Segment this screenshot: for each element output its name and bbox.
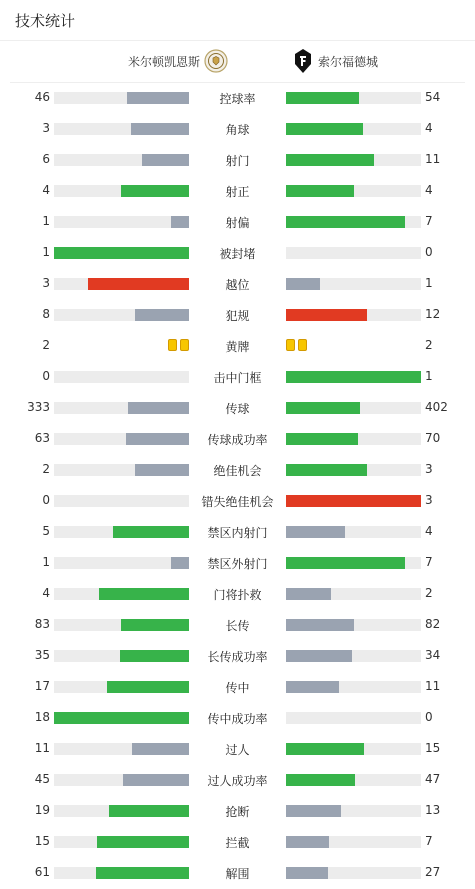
home-bar-track <box>54 867 189 879</box>
away-bar-fill <box>286 309 367 321</box>
away-value: 54 <box>425 90 441 104</box>
home-bar-fill <box>54 247 189 259</box>
home-bar-track <box>54 557 189 569</box>
stat-row <box>0 362 475 393</box>
away-bar-track <box>286 278 421 290</box>
home-bar-fill <box>131 123 189 135</box>
home-bar-track <box>54 92 189 104</box>
away-bar-fill <box>286 526 345 538</box>
stat-row <box>0 579 475 610</box>
stat-label: 传球成功率 <box>207 433 268 447</box>
stat-label: 被封堵 <box>219 247 256 261</box>
away-value: 3 <box>425 462 433 476</box>
away-value: 15 <box>425 741 441 755</box>
away-value: 0 <box>425 245 433 259</box>
away-bar-track <box>286 433 421 445</box>
stat-label: 门将扑救 <box>213 588 262 602</box>
stat-label: 传中成功率 <box>207 712 268 726</box>
home-value: 1 <box>42 555 50 569</box>
away-bar-track <box>286 743 421 755</box>
home-bar-track <box>54 836 189 848</box>
away-bar-track <box>286 185 421 197</box>
home-bar-track <box>54 464 189 476</box>
stat-row <box>0 796 475 827</box>
away-bar-fill <box>286 836 329 848</box>
home-value: 333 <box>27 400 50 414</box>
stat-row <box>0 517 475 548</box>
away-value: 1 <box>425 369 433 383</box>
stat-label: 长传 <box>225 619 250 633</box>
home-value: 2 <box>42 338 50 352</box>
stat-row <box>0 300 475 331</box>
away-bar-track <box>286 650 421 662</box>
away-bar-fill <box>286 216 405 228</box>
home-bar-fill <box>135 309 189 321</box>
away-bar-track <box>286 402 421 414</box>
away-bar-fill <box>286 371 421 383</box>
stat-label: 过人成功率 <box>207 774 268 788</box>
home-bar-fill <box>99 588 189 600</box>
stat-label: 长传成功率 <box>207 650 268 664</box>
stat-label: 错失绝佳机会 <box>201 495 274 509</box>
away-value: 0 <box>425 710 433 724</box>
away-bar-fill <box>286 557 405 569</box>
away-value: 402 <box>425 400 448 414</box>
home-value: 2 <box>42 462 50 476</box>
stat-label: 击中门框 <box>213 371 262 385</box>
home-value: 0 <box>42 493 50 507</box>
stat-row <box>0 238 475 269</box>
home-value: 15 <box>34 834 50 848</box>
away-bar-fill <box>286 123 363 135</box>
page-title: 技术统计 <box>15 12 76 30</box>
away-value: 4 <box>425 524 433 538</box>
home-bar-fill <box>121 619 189 631</box>
stat-row <box>0 641 475 672</box>
away-bar-track <box>286 495 421 507</box>
home-bar-fill <box>109 805 189 817</box>
home-value: 63 <box>34 431 50 445</box>
away-bar-fill <box>286 154 374 166</box>
stat-row <box>0 424 475 455</box>
home-bar-track <box>54 650 189 662</box>
away-value: 11 <box>425 679 441 693</box>
away-bar-fill <box>286 588 331 600</box>
away-bar-track <box>286 557 421 569</box>
home-value: 61 <box>34 865 50 879</box>
home-team[interactable] <box>128 49 228 73</box>
home-bar-fill <box>171 216 189 228</box>
home-value: 11 <box>34 741 50 755</box>
stat-label: 过人 <box>225 743 250 757</box>
stat-row <box>0 269 475 300</box>
away-team-crest-icon <box>294 48 312 74</box>
teams-bar <box>10 41 465 83</box>
away-bar-fill <box>286 495 421 507</box>
away-bar-track <box>286 154 421 166</box>
away-value: 12 <box>425 307 441 321</box>
away-bar-fill <box>286 92 359 104</box>
home-bar-track <box>54 619 189 631</box>
away-bar-track <box>286 92 421 104</box>
stat-label: 黄牌 <box>225 340 250 354</box>
stats-list <box>0 83 475 889</box>
home-bar-fill <box>113 526 189 538</box>
home-value: 83 <box>34 617 50 631</box>
stat-label: 传球 <box>225 402 250 416</box>
home-bar-fill <box>123 774 189 786</box>
away-bar-fill <box>286 433 358 445</box>
stat-row <box>0 393 475 424</box>
away-yellow-cards <box>286 339 307 351</box>
away-value: 34 <box>425 648 441 662</box>
home-bar-fill <box>171 557 189 569</box>
away-bar-track <box>286 216 421 228</box>
away-value: 82 <box>425 617 441 631</box>
away-bar-track <box>286 247 421 259</box>
stat-label: 控球率 <box>219 92 256 106</box>
yellow-card-icon <box>180 339 189 351</box>
away-bar-fill <box>286 185 354 197</box>
away-bar-fill <box>286 650 352 662</box>
away-bar-fill <box>286 464 367 476</box>
stat-row <box>0 734 475 765</box>
home-value: 18 <box>34 710 50 724</box>
home-bar-fill <box>88 278 189 290</box>
home-bar-track <box>54 216 189 228</box>
home-bar-fill <box>132 743 189 755</box>
home-bar-track <box>54 743 189 755</box>
stat-label: 越位 <box>225 278 250 292</box>
stat-row <box>0 331 475 362</box>
home-bar-track <box>54 588 189 600</box>
stat-row <box>0 672 475 703</box>
stat-row <box>0 858 475 889</box>
away-team-name: 索尔福德城 <box>318 54 379 69</box>
home-bar-track <box>54 371 189 383</box>
stat-label: 禁区外射门 <box>207 557 268 571</box>
home-value: 3 <box>42 121 50 135</box>
stat-row <box>0 765 475 796</box>
home-value: 4 <box>42 183 50 197</box>
stat-row <box>0 486 475 517</box>
stat-label: 抢断 <box>225 805 250 819</box>
away-value: 7 <box>425 214 433 228</box>
header <box>0 0 475 41</box>
stat-label: 传中 <box>225 681 250 695</box>
stat-row <box>0 703 475 734</box>
away-value: 13 <box>425 803 441 817</box>
away-value: 47 <box>425 772 441 786</box>
home-bar-fill <box>97 836 189 848</box>
home-bar-track <box>54 526 189 538</box>
away-bar-fill <box>286 278 320 290</box>
away-value: 3 <box>425 493 433 507</box>
home-value: 1 <box>42 245 50 259</box>
away-value: 27 <box>425 865 441 879</box>
away-bar-fill <box>286 867 328 879</box>
home-bar-track <box>54 309 189 321</box>
stat-row <box>0 610 475 641</box>
away-value: 70 <box>425 431 441 445</box>
away-bar-track <box>286 371 421 383</box>
away-value: 4 <box>425 121 433 135</box>
home-value: 45 <box>34 772 50 786</box>
stat-label: 拦截 <box>225 836 250 850</box>
home-value: 3 <box>42 276 50 290</box>
home-bar-track <box>54 712 189 724</box>
away-value: 7 <box>425 555 433 569</box>
home-value: 1 <box>42 214 50 228</box>
home-bar-fill <box>128 402 189 414</box>
away-bar-track <box>286 681 421 693</box>
away-bar-track <box>286 836 421 848</box>
home-bar-fill <box>121 185 189 197</box>
stat-row <box>0 548 475 579</box>
home-bar-fill <box>54 712 189 724</box>
stat-label: 角球 <box>225 123 250 137</box>
home-value: 17 <box>34 679 50 693</box>
away-bar-track <box>286 464 421 476</box>
away-bar-track <box>286 712 421 724</box>
home-value: 0 <box>42 369 50 383</box>
home-bar-track <box>54 185 189 197</box>
stat-row <box>0 455 475 486</box>
home-bar-fill <box>142 154 189 166</box>
home-bar-track <box>54 433 189 445</box>
away-value: 2 <box>425 586 433 600</box>
away-bar-track <box>286 123 421 135</box>
home-bar-track <box>54 805 189 817</box>
home-bar-track <box>54 123 189 135</box>
home-value: 5 <box>42 524 50 538</box>
away-bar-track <box>286 774 421 786</box>
away-value: 2 <box>425 338 433 352</box>
away-value: 7 <box>425 834 433 848</box>
away-bar-fill <box>286 402 360 414</box>
yellow-card-icon <box>286 339 295 351</box>
away-bar-track <box>286 588 421 600</box>
home-bar-fill <box>96 867 189 879</box>
home-value: 4 <box>42 586 50 600</box>
home-bar-fill <box>126 433 189 445</box>
away-value: 11 <box>425 152 441 166</box>
stat-label: 射偏 <box>225 216 250 230</box>
yellow-card-icon <box>168 339 177 351</box>
stat-row <box>0 207 475 238</box>
home-team-name: 米尔顿凯恩斯 <box>127 54 200 69</box>
home-value: 8 <box>42 307 50 321</box>
home-team-crest-icon <box>204 49 228 73</box>
away-bar-fill <box>286 774 355 786</box>
home-bar-track <box>54 774 189 786</box>
stat-row <box>0 827 475 858</box>
stat-row <box>0 83 475 114</box>
stat-label: 射门 <box>225 154 250 168</box>
home-bar-track <box>54 154 189 166</box>
away-value: 4 <box>425 183 433 197</box>
home-bar-track <box>54 681 189 693</box>
stat-label: 解围 <box>225 867 250 881</box>
home-bar-track <box>54 278 189 290</box>
yellow-card-icon <box>298 339 307 351</box>
home-yellow-cards <box>168 339 189 351</box>
home-bar-fill <box>135 464 189 476</box>
home-bar-fill <box>107 681 189 693</box>
stat-label: 绝佳机会 <box>213 464 262 478</box>
away-bar-fill <box>286 619 354 631</box>
away-bar-track <box>286 309 421 321</box>
stat-row <box>0 145 475 176</box>
away-bar-track <box>286 867 421 879</box>
home-bar-track <box>54 495 189 507</box>
away-bar-track <box>286 619 421 631</box>
home-bar-fill <box>120 650 189 662</box>
away-bar-fill <box>286 681 339 693</box>
away-bar-track <box>286 805 421 817</box>
away-bar-track <box>286 526 421 538</box>
away-value: 1 <box>425 276 433 290</box>
home-value: 19 <box>34 803 50 817</box>
away-bar-fill <box>286 743 364 755</box>
home-bar-track <box>54 402 189 414</box>
home-value: 46 <box>34 90 50 104</box>
home-value: 6 <box>42 152 50 166</box>
away-bar-fill <box>286 805 341 817</box>
stat-label: 射正 <box>225 185 250 199</box>
stat-row <box>0 114 475 145</box>
stat-row <box>0 176 475 207</box>
home-value: 35 <box>34 648 50 662</box>
away-team[interactable] <box>294 48 378 74</box>
stat-label: 犯规 <box>225 309 250 323</box>
home-bar-track <box>54 247 189 259</box>
stat-label: 禁区内射门 <box>207 526 268 540</box>
home-bar-fill <box>127 92 189 104</box>
